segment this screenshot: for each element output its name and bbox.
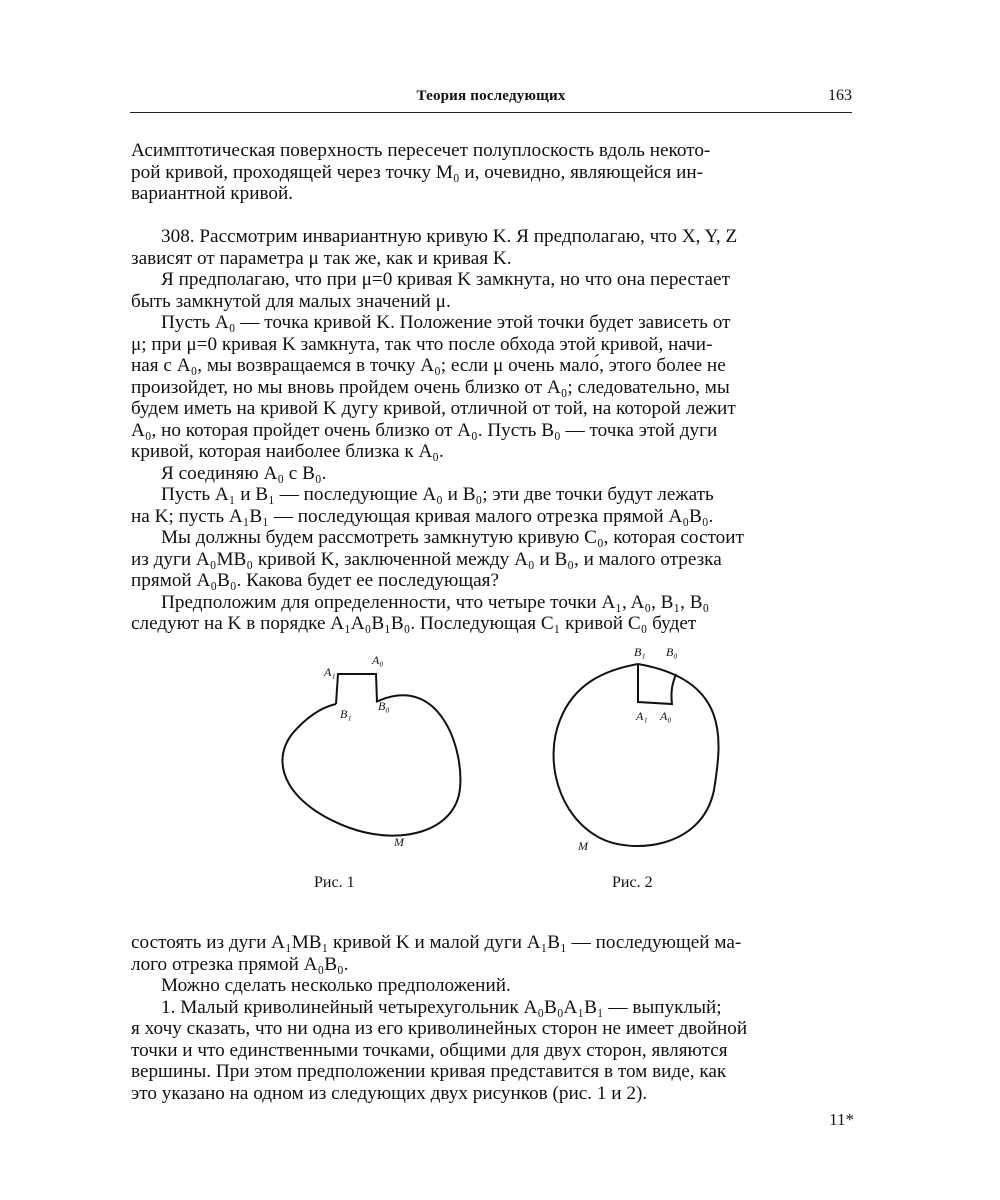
- text-line: вариантной кривой.: [131, 183, 294, 204]
- text-line: точки и что единственными точками, общими для двух сторон, являются: [131, 1039, 728, 1061]
- running-head: [130, 86, 852, 113]
- section-308: [131, 226, 856, 635]
- fig2-curve-k: [554, 664, 719, 846]
- text-line: Предположим для определенности, что четыре точки A₁, A₀, B₁, B₀: [161, 591, 710, 613]
- figures: [240, 640, 760, 900]
- text-line: это указано на одном из следующих двух рисунков (рис. 1 и 2).: [131, 1082, 648, 1104]
- fig1-label-b0: B₀: [378, 699, 390, 713]
- text-line: Можно сделать несколько предположений.: [161, 975, 511, 996]
- text-line: Пусть A₁ и B₁ — последующие A₀ и B₀; эти две точки будут лежать: [161, 484, 714, 505]
- fig1-curve-k: [282, 695, 460, 835]
- text-line: следуют на K в порядке A₁A₀B₁B₀. Последующая C₁ кривой C₀ будет: [131, 613, 697, 634]
- text-line: будем иметь на кривой K дугу кривой, отличной от той, на которой лежит: [131, 398, 736, 419]
- page-number: 163: [828, 87, 852, 104]
- signature-mark: 11*: [829, 1110, 854, 1129]
- fig1-label-m: M: [394, 835, 404, 849]
- text-line: быть замкнутой для малых значений μ.: [131, 290, 451, 312]
- text-line: Я предполагаю, что при μ=0 кривая K замкнута, но что она перестает: [161, 269, 730, 290]
- text-line: Асимптотическая поверхность пересечет полуплоскость вдоль некото-: [131, 140, 711, 161]
- paragraph-intro: [131, 140, 856, 205]
- running-title: Теория последующих: [416, 88, 566, 104]
- text-line: Пусть A₀ — точка кривой K. Положение этой точки будет зависеть от: [161, 312, 731, 333]
- text-line: Я соединяю A₀ с B₀.: [161, 462, 327, 484]
- text-line: Мы должны будем рассмотреть замкнутую кривую C₀, которая состоит: [161, 527, 744, 548]
- fig2-label-m: M: [578, 839, 588, 853]
- fig2-label-b1: B₁: [634, 645, 646, 659]
- fig1-caption: Рис. 1: [314, 874, 355, 891]
- text-line: лого отрезка прямой A₀B₀.: [131, 953, 349, 975]
- text-line: рой кривой, проходящей через точку M₀ и, очевидно, являющейся ин-: [131, 161, 704, 183]
- fig2-label-a0: A₀: [660, 709, 672, 723]
- fig2-quad: [638, 664, 676, 704]
- text-line: кривой, которая наиболее близка к A₀.: [131, 441, 444, 462]
- text-line: на K; пусть A₁B₁ — последующая кривая малого отрезка прямой A₀B₀.: [131, 505, 714, 527]
- text-line: из дуги A₀MB₀ кривой K, заключенной между A₀ и B₀, и малого отрезка: [131, 548, 722, 570]
- text-line: 1. Малый криволинейный четырехугольник A₀B₀A₁B₁ — выпуклый;: [161, 996, 722, 1018]
- fig1-label-a0: A₀: [372, 653, 384, 667]
- text-line: вершины. При этом предположении кривая представится в том виде, как: [131, 1061, 727, 1082]
- fig1-label-a1: A₁: [324, 665, 336, 679]
- text-line: зависят от параметра μ так же, как и кривая K.: [131, 247, 512, 269]
- text-line: произойдет, но мы вновь пройдем очень близко от A₀; следовательно, мы: [131, 376, 730, 398]
- text-line: прямой A₀B₀. Какова будет ее последующая?: [131, 570, 499, 591]
- fig2-label-b0: B₀: [666, 645, 678, 659]
- text-line: μ; при μ=0 кривая K замкнута, так что после обхода этой кривой, начи-: [131, 333, 713, 355]
- text-line: я хочу сказать, что ни одна из его криволинейных сторон не имеет двойной: [131, 1018, 748, 1039]
- fig1-label-b1: B₁: [340, 707, 352, 721]
- fig2-caption: Рис. 2: [612, 874, 653, 891]
- text-line: 308. Рассмотрим инвариантную кривую K. Я предполагаю, что X, Y, Z: [161, 226, 738, 247]
- text-line: ная с A₀, мы возвращаемся в точку A₀; если μ очень мало́, этого более не: [131, 355, 726, 376]
- text-line: состоять из дуги A₁MB₁ кривой K и малой дуги A₁B₁ — последующей ма-: [131, 932, 742, 953]
- text-line: A₀, но которая пройдет очень близко от A₀. Пусть B₀ — точка этой дуги: [131, 419, 718, 441]
- fig2-label-a1: A₁: [636, 709, 648, 723]
- paragraph-hypotheses: [131, 932, 856, 1104]
- fig1-quad: [336, 674, 377, 704]
